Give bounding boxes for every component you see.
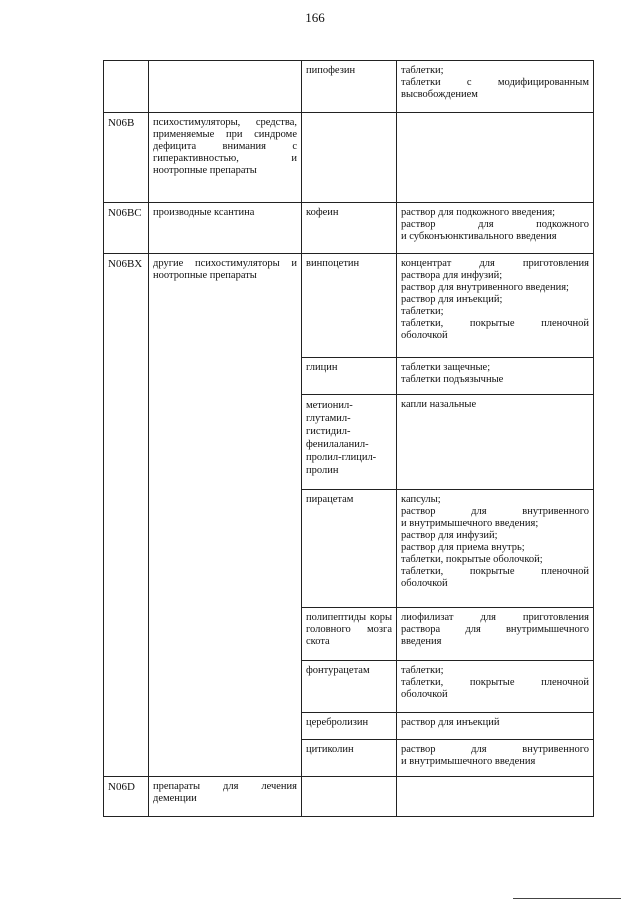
atc-code-cell: N06BX	[104, 254, 149, 777]
dosage-forms-cell	[397, 358, 594, 395]
dosage-form-line: раствор для внутривенного	[401, 506, 589, 517]
drug-name-cell: полипептиды коры головного мозга скота	[302, 608, 397, 661]
dosage-form-line: раствор для инъекций;	[401, 294, 503, 305]
group-name-cell: препараты для лечения деменции	[149, 777, 302, 817]
dosage-forms-cell	[397, 608, 594, 661]
dosage-form-line: таблетки;	[401, 306, 444, 317]
dosage-form-line: раствор для внутривенного	[401, 744, 589, 755]
dosage-form-line: лиофилизат для приготовления	[401, 612, 589, 623]
dosage-form-line: таблетки, покрытые пленочной	[401, 318, 589, 329]
dosage-form-line: таблетки подъязычные	[401, 374, 504, 385]
atc-code-cell	[104, 61, 149, 113]
dosage-forms-cell	[397, 490, 594, 608]
dosage-forms-cell	[397, 113, 594, 203]
drug-name-cell: кофеин	[302, 203, 397, 254]
dosage-forms-cell	[397, 713, 594, 740]
dosage-form-line: раствор для внутривенного введения;	[401, 282, 569, 293]
dosage-form-line: капсулы;	[401, 494, 441, 505]
dosage-form-line: таблетки, покрытые пленочной	[401, 677, 589, 688]
footer-rule	[513, 898, 621, 899]
dosage-form-line: раствор для подкожного	[401, 219, 589, 230]
dosage-form-line: оболочкой	[401, 330, 448, 341]
atc-code-cell: N06B	[104, 113, 149, 203]
group-name-cell: психостимуляторы, средства, применяемые при синдроме дефицита внимания с гиперактивностью, и ноотропные препараты	[149, 113, 302, 203]
dosage-form-line: раствор для приема внутрь;	[401, 542, 525, 553]
dosage-form-line: таблетки с модифицированным	[401, 77, 589, 88]
dosage-forms-cell	[397, 740, 594, 777]
dosage-form-line: и субконъюнктивального введения	[401, 231, 557, 242]
drug-name-cell: цитиколин	[302, 740, 397, 777]
dosage-forms-cell	[397, 777, 594, 817]
dosage-form-line: высвобождением	[401, 89, 478, 100]
atc-code-cell: N06BC	[104, 203, 149, 254]
dosage-forms-cell	[397, 395, 594, 490]
group-name-cell: производные ксантина	[149, 203, 302, 254]
dosage-form-line: таблетки, покрытые оболочкой;	[401, 554, 543, 565]
table-row	[104, 203, 594, 254]
dosage-form-line: таблетки защечные;	[401, 362, 491, 373]
dosage-form-line: концентрат для приготовления	[401, 258, 589, 269]
drug-name-cell: фонтурацетам	[302, 661, 397, 713]
dosage-form-line: оболочкой	[401, 578, 448, 589]
drug-name-cell: метионил- глутамил- гистидил- фенилаланил- пролил-глицил- пролин	[302, 395, 397, 490]
group-name-cell	[149, 61, 302, 113]
dosage-form-line: капли назальные	[401, 399, 477, 410]
dosage-form-line: таблетки, покрытые пленочной	[401, 566, 589, 577]
drug-name-cell: церебролизин	[302, 713, 397, 740]
dosage-form-line: раствора для инфузий;	[401, 270, 503, 281]
group-name-cell: другие психостимуляторы и ноотропные препараты	[149, 254, 302, 777]
table-row	[104, 777, 594, 817]
dosage-form-line: раствора для внутримышечного	[401, 624, 589, 635]
dosage-form-line: и внутримышечного введения;	[401, 518, 539, 529]
drug-name-cell	[302, 113, 397, 203]
dosage-forms-cell	[397, 254, 594, 358]
table-row	[104, 254, 594, 358]
dosage-form-line: раствор для инфузий;	[401, 530, 498, 541]
table-row	[104, 61, 594, 113]
dosage-forms-cell	[397, 203, 594, 254]
dosage-form-line: введения	[401, 636, 442, 647]
table-row	[104, 113, 594, 203]
dosage-form-line: раствор для подкожного введения;	[401, 207, 556, 218]
page-number: 166	[305, 10, 325, 25]
drug-name-cell: пирацетам	[302, 490, 397, 608]
drug-name-cell	[302, 777, 397, 817]
drug-table	[103, 60, 594, 817]
drug-name-cell: пипофезин	[302, 61, 397, 113]
dosage-form-line: раствор для инъекций	[401, 717, 500, 728]
dosage-form-line: и внутримышечного введения	[401, 756, 536, 767]
dosage-forms-cell	[397, 661, 594, 713]
dosage-form-line: таблетки;	[401, 65, 444, 76]
dosage-form-line: таблетки;	[401, 665, 444, 676]
atc-code-cell: N06D	[104, 777, 149, 817]
drug-name-cell: глицин	[302, 358, 397, 395]
drug-name-cell: винпоцетин	[302, 254, 397, 358]
dosage-forms-cell	[397, 61, 594, 113]
dosage-form-line: оболочкой	[401, 689, 448, 700]
